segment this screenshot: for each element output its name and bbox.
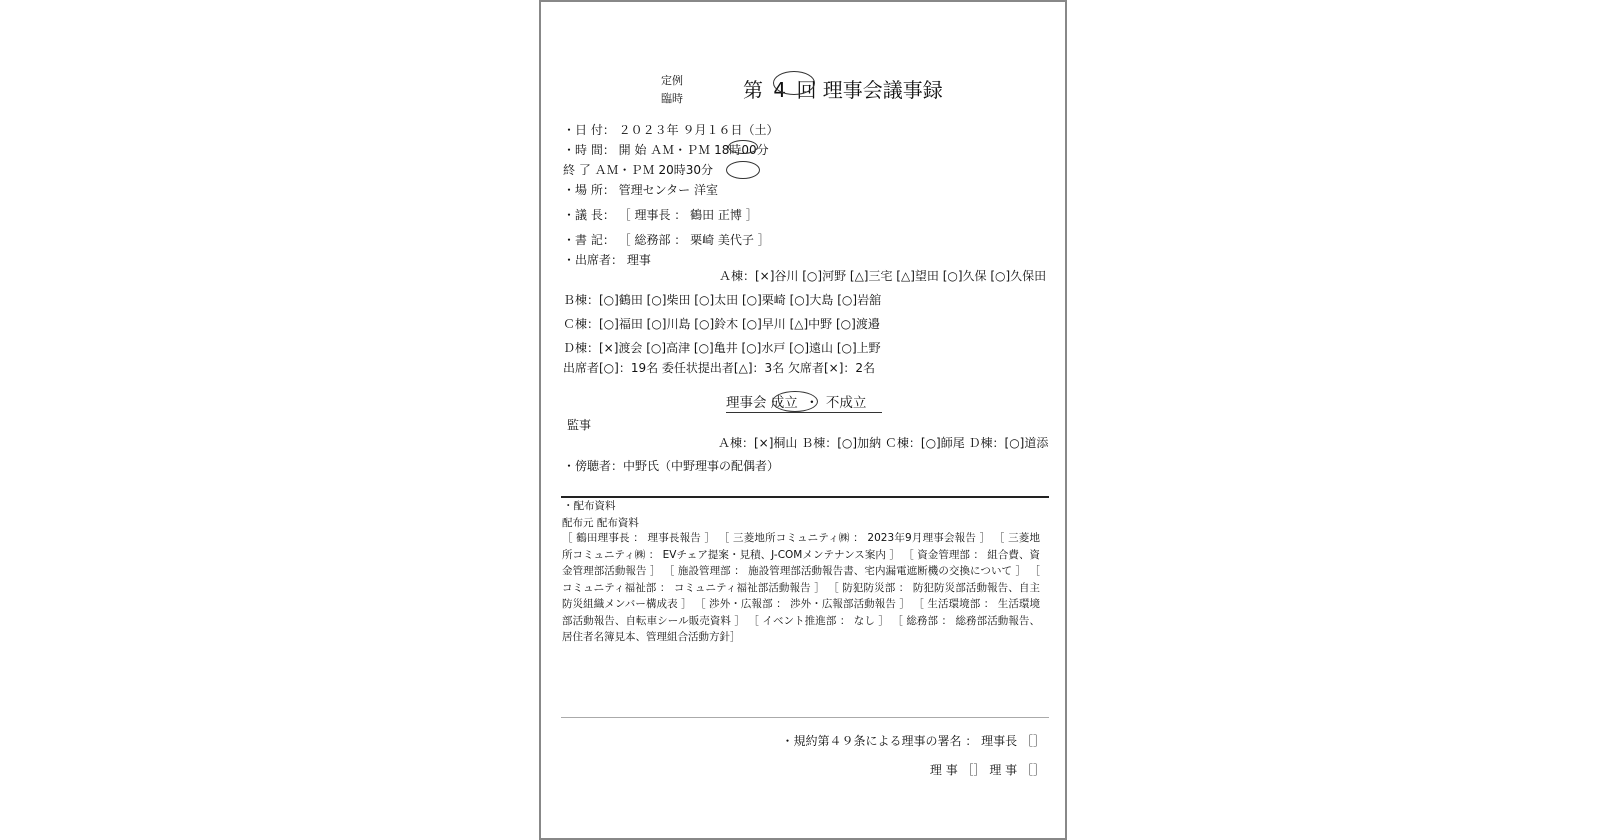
materials-subheading: 配布元 配布資料 xyxy=(562,517,639,529)
meeting-type-extraordinary: 臨時 xyxy=(661,92,683,105)
signature-directors: 理 事 ［］ 理 事 ［］ xyxy=(929,763,1045,777)
meeting-type-regular: 定例 xyxy=(661,74,683,87)
observer-line: ・傍聴者：中野氏（中野理事の配偶者） xyxy=(563,459,780,473)
attendance-building-c: Ｃ棟：[○]福田 [○]川島 [○]鈴木 [○]早川 [△]中野 [○]渡邉 xyxy=(563,317,880,331)
meeting-number: 4 xyxy=(773,78,787,102)
attendance-building-d: Ｄ棟：[×]渡会 [○]高津 [○]亀井 [○]水戸 [○]遠山 [○]上野 xyxy=(563,341,881,355)
meeting-date: ・日 付： ２０２３年 ９月１６日（土） xyxy=(563,123,779,137)
auditors-list: Ａ棟：[×]桐山 Ｂ棟：[○]加納 Ｃ棟：[○]師尾 Ｄ棟：[○]道添 xyxy=(718,436,1049,450)
quorum-separator: ・ xyxy=(805,395,819,411)
attendees-label: ・出席者： 理事 xyxy=(563,253,651,267)
meeting-secretary: ・書 記： ［ 総務部 ： 栗崎 美代子 ］ xyxy=(563,233,770,247)
signature-chairman: ・規約第４９条による理事の署名 ： 理事長 ［］ xyxy=(781,734,1045,748)
attendance-summary: 出席者[○]：19名 委任状提出者[△]：3名 欠席者[×]：2名 xyxy=(563,361,876,375)
start-time-circle-mark xyxy=(728,140,758,154)
auditors-label: 監事 xyxy=(567,418,592,432)
quorum-not-established: 不成立 xyxy=(825,395,867,411)
title-suffix: 回 理事会議事録 xyxy=(796,78,943,102)
quorum-circle-mark xyxy=(772,391,818,412)
page-title xyxy=(743,74,943,103)
meeting-chair: ・議 長： ［ 理事長 ： 鶴田 正博 ］ xyxy=(563,208,758,222)
end-time-circle-mark xyxy=(726,161,760,179)
title-prefix: 第 xyxy=(743,78,763,102)
attendance-building-b: Ｂ棟：[○]鶴田 [○]柴田 [○]太田 [○]栗崎 [○]大島 [○]岩舘 xyxy=(563,293,882,307)
signature-divider xyxy=(561,717,1049,718)
meeting-start-time: ・時 間： 開 始 ＡＭ・ＰＭ 18時00分 xyxy=(563,143,769,157)
section-divider xyxy=(561,496,1049,498)
materials-heading: ・配布資料 xyxy=(563,500,616,512)
number-circle-mark xyxy=(773,71,815,95)
attendance-building-a: Ａ棟：[×]谷川 [○]河野 [△]三宅 [△]望田 [○]久保 [○]久保田 xyxy=(719,269,1047,283)
meeting-place: ・場 所： 管理センター 洋室 xyxy=(563,183,718,197)
materials-list: ［ 鶴田理事長 ： 理事長報告 ］ ［ 三菱地所コミュニティ㈱ ： 2023年9月理事会報告 ］ ［ 三菱地所コミュニティ㈱ ： EVチェア提案・見積、J-COMメンテナンス案内 ］ ［ 資金管理部 ： 組合費、資金管理部活動報告 ］ ［ 施設管理部 ： 施設管理部活動報告書、宅内漏電遮断機の交換について ］ ［ コミュニティ福祉部 ： コミュニティ福祉部活動報告 ］ ［ 防犯防災部 ： 防犯防災部活動報告、自主防災組織メンバー構成表 ］ ［ 渉外・広報部 ： 渉外・広報部活動報告 ］ ［ 生活環境部 ： 生活環境部活動報告、自転車シール販売資料 ］ ［ イベント推進部 ： なし ］ ［ 総務部 ： 総務部活動報告、居住者名簿見本、管理組合活動方針］ xyxy=(562,532,1041,643)
document-page xyxy=(539,0,1067,840)
meeting-end-time: 終 了 ＡＭ・ＰＭ 20時30分 xyxy=(563,163,713,177)
quorum-established: 理事会 成立 xyxy=(726,395,798,411)
